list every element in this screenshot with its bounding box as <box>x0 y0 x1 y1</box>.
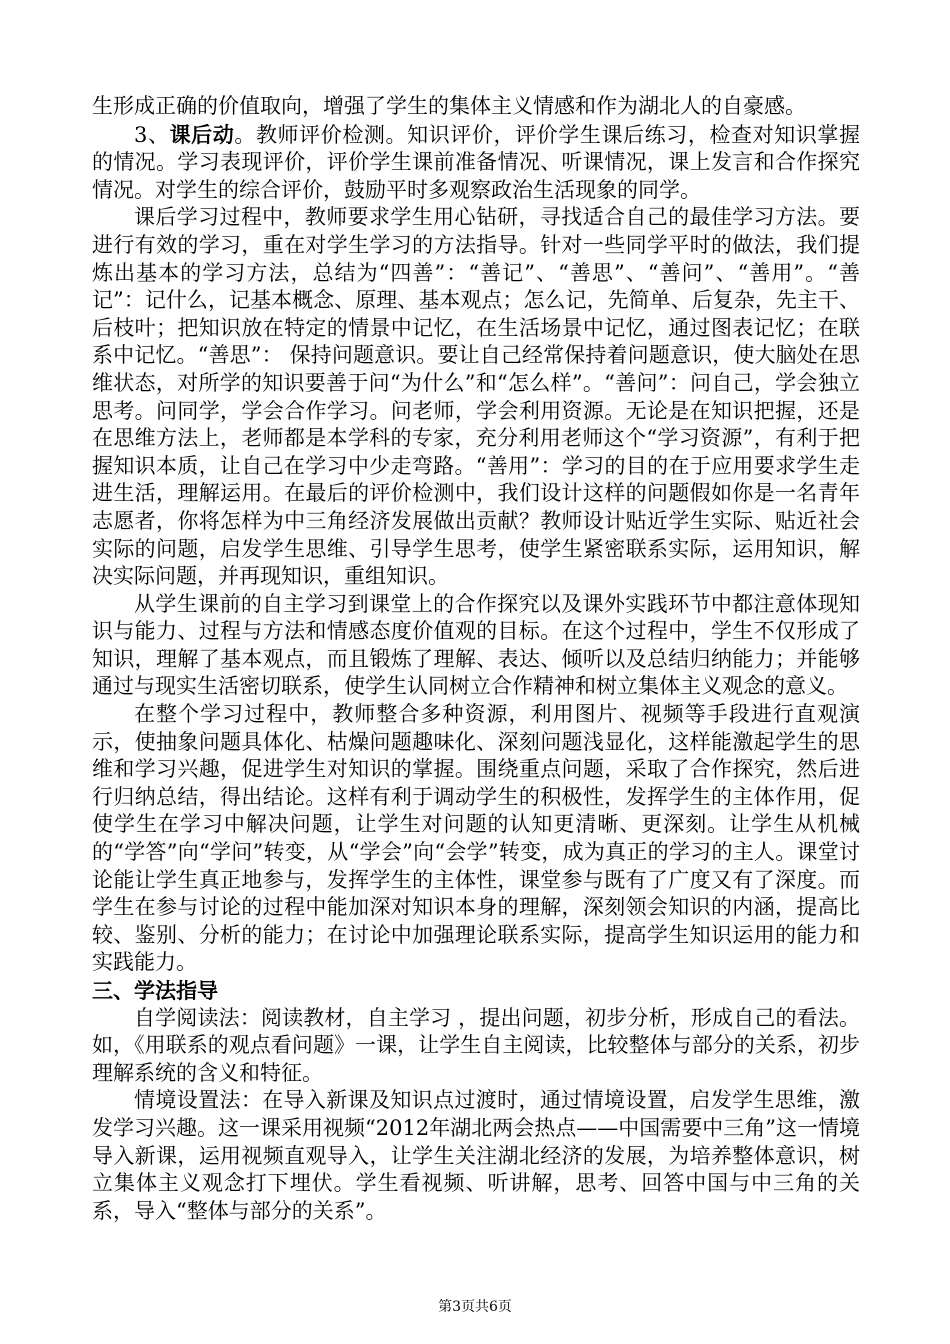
paragraph-text: 。教师评价检测。知识评价，评价学生课后练习，检查对知识掌握的情况。学习表现评价，评价学生课前准备情况、听课情况，课上发言和合作探究情况。对学生的综合评价，鼓励平时多观察政治生活现象的同学。 <box>92 122 861 202</box>
paragraph-after-class-activity <box>92 121 860 205</box>
paragraph-resources: 在整个学习过程中，教师整合多种资源，利用图片、视频等手段进行直观演示，使抽象问题具体化、枯燥问题趣味化、深刻问题浅显化，这样能激起学生的思维和学习兴趣，促进学生对知识的掌握。围绕重点问题，采取了合作探究，然后进行归纳总结，得出结论。这样有利于调动学生的积极性，发挥学生的主体作用，促使学生在学习中解决问题，让学生对问题的认知更清晰、更深刻。让学生从机械的“学答”向“学问”转变，从“学会”向“会学”转变，成为真正的学习的主人。课堂讨论能让学生真正地参与，发挥学生的主体性，课堂参与既有了广度又有了深度。而学生在参与讨论的过程中能加深对知识本身的理解，深刻领会知识的内涵，提高比较、鉴别、分析的能力；在讨论中加强理论联系实际，提高学生知识运用的能力和实践能力。 <box>92 702 860 975</box>
page-number-footer: 第3页共6页 <box>438 1299 512 1315</box>
paragraph-number: 3、 <box>134 122 170 147</box>
paragraph-situation-setting: 情境设置法：在导入新课及知识点过渡时，通过情境设置，启发学生思维，激发学习兴趣。这一课采用视频“2012年湖北两会热点——中国需要中三角”这一情境导入新课，运用视频直观导入，让学生关注湖北经济的发展，为培养整体意识，树立集体主义观念打下埋伏。学生看视频、听讲解，思考、回答中国与中三角的关系，导入“整体与部分的关系”。 <box>92 1088 860 1223</box>
paragraph-self-reading: 自学阅读法：阅读教材，自主学习 ，提出问题，初步分析，形成自己的看法。如，《用联系的观点看问题》一课，让学生自主阅读，比较整体与部分的关系，初步理解系统的含义和特征。 <box>92 1005 860 1085</box>
bold-term: 课后动 <box>169 121 235 147</box>
document-body <box>92 93 860 1225</box>
paragraph-goals: 从学生课前的自主学习到课堂上的合作探究以及课外实践环节中都注意体现知识与能力、过程与方法和情感态度价值观的目标。在这个过程中，学生不仅形成了知识，理解了基本观点，而且锻炼了理解、表达、倾听以及总结归纳能力；并能够通过与现实生活密切联系，使学生认同树立合作精神和树立集体主义观念的意义。 <box>92 591 860 699</box>
section-heading: 三、学法指导 <box>92 978 218 1003</box>
paragraph-continuation: 生形成正确的价值取向，增强了学生的集体主义情感和作为湖北人的自豪感。 <box>92 94 806 118</box>
paragraph-learning-methods: 课后学习过程中，教师要求学生用心钻研，寻找适合自己的最佳学习方法。要进行有效的学习，重在对学生学习的方法指导。针对一些同学平时的做法，我们提炼出基本的学习方法，总结为“四善”：“善记”、“善思”、“善问”、“善用”。“善记”：记什么，记基本概念、原理、基本观点；怎么记，先简单、后复杂，先主干、后枝叶；把知识放在特定的情景中记忆，在生活场景中记忆，通过图表记忆；在联系中记忆。“善思”： 保持问题意识。要让自己经常保持着问题意识，使大脑处在思维状态，对所学的知识要善于问“为什么”和“怎么样”。“善问”：问自己，学会独立思考。问同学，学会合作学习。问老师，学会利用资源。无论是在知识把握，还是在思维方法上，老师都是本学科的专家，充分利用老师这个“学习资源”，有利于把握知识本质，让自己在学习中少走弯路。“善用”：学习的目的在于应用要求学生走进生活，理解运用。在最后的评价检测中，我们设计这样的问题假如你是一名青年志愿者，你将怎样为中三角经济发展做出贡献？教师设计贴近学生实际、贴近社会实际的问题，启发学生思维、引导学生思考，使学生紧密联系实际，运用知识，解决实际问题，并再现知识，重组知识。 <box>92 205 860 589</box>
